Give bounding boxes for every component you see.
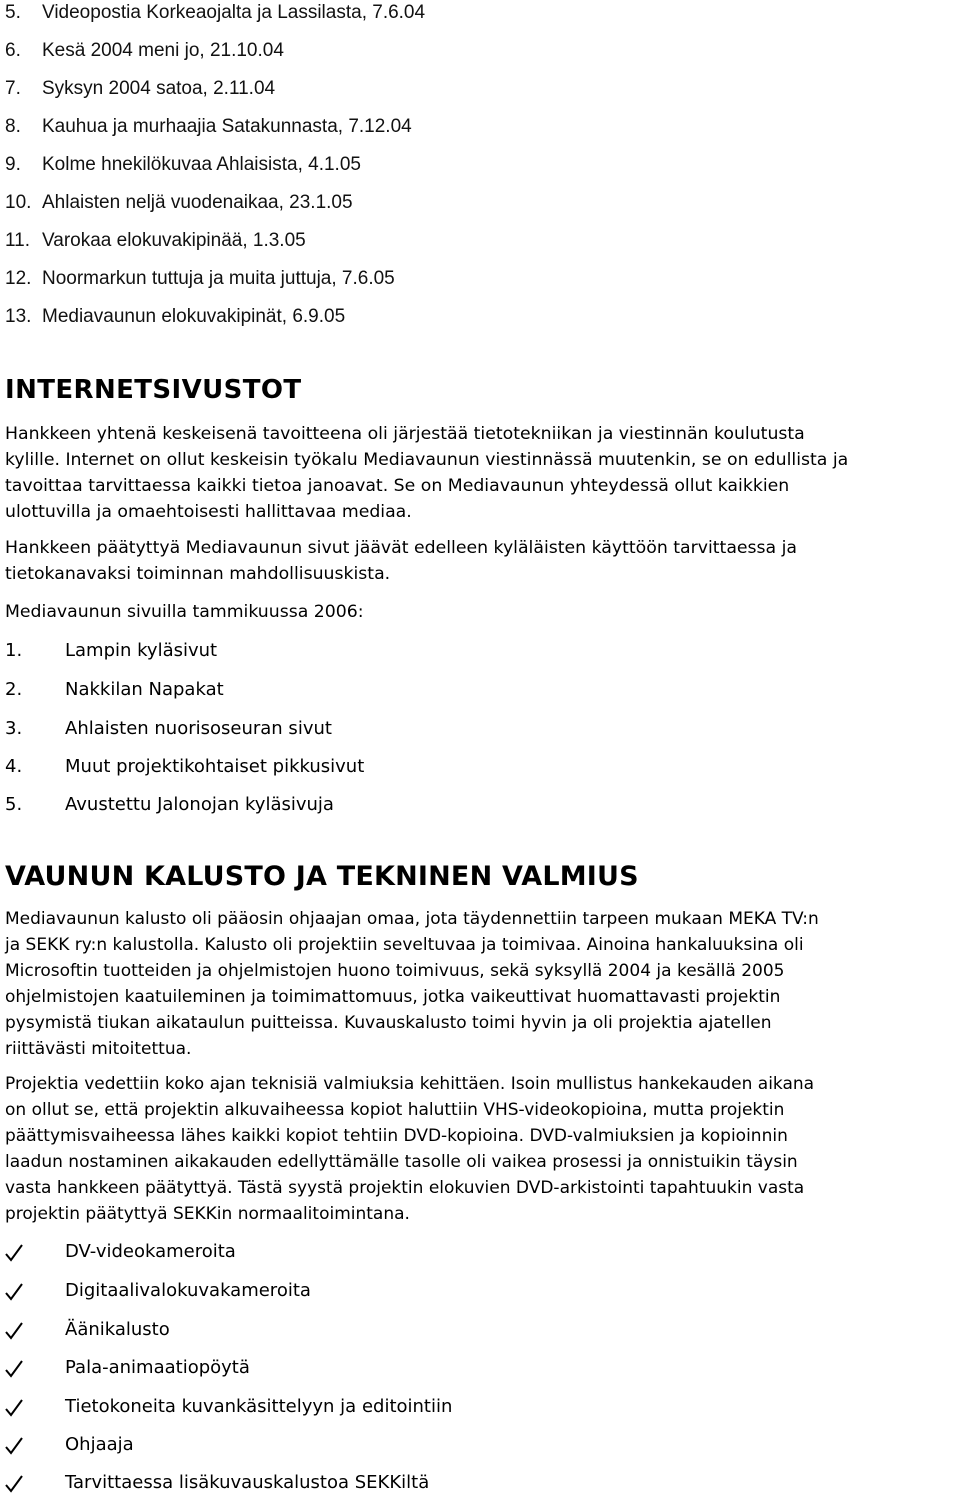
list-text: Ahlaisten nuorisoseuran sivut — [65, 718, 332, 739]
list-number: 7. — [5, 78, 21, 99]
section-heading-vaunu: VAUNUN KALUSTO JA TEKNINEN VALMIUS — [5, 861, 639, 892]
list-text: Pala-animaatiopöytä — [65, 1357, 250, 1378]
list-text: Mediavaunun elokuvakipinät, 6.9.05 — [42, 306, 346, 327]
list-text: Ahlaisten neljä vuodenaikaa, 23.1.05 — [42, 192, 353, 213]
checkmark-icon — [4, 1399, 24, 1417]
checkmark-icon — [4, 1437, 24, 1455]
list-number: 2. — [5, 679, 23, 700]
list-text: Nakkilan Napakat — [65, 679, 224, 700]
list-text: Videopostia Korkeaojalta ja Lassilasta, 7.6.04 — [42, 2, 426, 23]
list-text: Kolme hnekilökuvaa Ahlaisista, 4.1.05 — [42, 154, 361, 175]
list-text: DV-videokameroita — [65, 1241, 236, 1262]
list-text: Kesä 2004 meni jo, 21.10.04 — [42, 40, 284, 61]
vaunu-paragraph-1: Mediavaunun kalusto oli pääosin ohjaajan omaa, jota täydennettiin tarpeen mukaan MEKA TV:n ja SEKK ry:n kalustolla. Kalusto oli projektiin seveltuvaa ja toimivaa. Ainoina hankaluuksina oli Microsoftin tuotteiden ja ohjelmistojen huono toimivuus, sekä syksyllä 2004 ja kesällä 2005 ohjelmistojen kaatuileminen ja toimimattomuus, jotka vaikeuttivat huomattavasti projektin pysymistä tiukan aikataulun puitteissa. Kuvauskalusto toimi hyvin ja oli projektia ajatellen riittävästi mitoitettua. — [5, 909, 819, 1059]
list-number: 11. — [5, 230, 31, 251]
list-text: Lampin kyläsivut — [65, 640, 218, 661]
list-number: 9. — [5, 154, 21, 175]
list-text: Syksyn 2004 satoa, 2.11.04 — [42, 78, 276, 99]
list-number: 6. — [5, 40, 21, 61]
checkmark-icon — [4, 1322, 24, 1340]
internet-paragraph-2: Hankkeen päätyttyä Mediavaunun sivut jäävät edelleen kyläläisten käyttöön tarvittaessa ja tietokanavaksi toiminnan mahdollisuuskista. — [5, 538, 798, 584]
list-text: Äänikalusto — [65, 1319, 170, 1340]
checkmark-icon — [4, 1475, 24, 1493]
section-heading-internet: INTERNETSIVUSTOT — [5, 375, 302, 405]
list-text: Kauhua ja murhaajia Satakunnasta, 7.12.04 — [42, 116, 412, 137]
list-text: Noormarkun tuttuja ja muita juttuja, 7.6.05 — [42, 268, 395, 289]
list-text: Ohjaaja — [65, 1434, 134, 1455]
internet-paragraph-3: Mediavaunun sivuilla tammikuussa 2006: — [5, 602, 364, 622]
list-number: 8. — [5, 116, 21, 137]
list-number: 4. — [5, 756, 23, 777]
list-text: Muut projektikohtaiset pikkusivut — [65, 756, 365, 777]
checkmark-icon — [4, 1283, 24, 1301]
list-text: Digitaalivalokuvakameroita — [65, 1280, 311, 1301]
list-number: 3. — [5, 718, 23, 739]
list-number: 5. — [5, 794, 23, 815]
vaunu-paragraph-2: Projektia vedettiin koko ajan teknisiä valmiuksia kehittäen. Isoin mullistus hankekauden aikana on ollut se, että projektin alkuvaiheessa kopiot haluttiin VHS-videokopioina, mutta projektin päättymisvaiheessa lähes kaikki kopiot tehtiin DVD-kopioina. DVD-valmiuksien ja kopioinnin laadun nostaminen aikakauden edellyttämälle tasolle oli vaikea prosessi ja onnistuikin täysin vasta hankkeen päätyttyä. Tästä syystä projektin elokuvien DVD-arkistointi tapahtuukin vasta projektin päätyttyä SEKKin normaalitoimintana. — [5, 1074, 815, 1224]
internet-paragraph-1: Hankkeen yhtenä keskeisenä tavoitteena oli järjestää tietotekniikan ja viestinnän koulutusta kylille. Internet on ollut keskeisin työkalu Mediavaunun viestinnässä muutenkin, se on edullista ja tavoittaa tarvittaessa kaikki tietoa janoavat. Se on Mediavaunun yhteydessä ollut kaikkien ulottuvilla ja omaehtoisesti hallittavaa mediaa. — [5, 424, 849, 522]
list-text: Avustettu Jalonojan kyläsivuja — [65, 794, 334, 815]
checkmark-icon — [4, 1244, 24, 1262]
checkmark-icon — [4, 1360, 24, 1378]
list-text: Tietokoneita kuvankäsittelyyn ja editointiin — [65, 1396, 453, 1417]
list-number: 10. — [5, 192, 32, 213]
list-number: 1. — [5, 640, 23, 661]
list-number: 13. — [5, 306, 32, 327]
list-text: Varokaa elokuvakipinää, 1.3.05 — [42, 230, 306, 251]
list-number: 12. — [5, 268, 32, 289]
list-number: 5. — [5, 2, 21, 23]
list-text: Tarvittaessa lisäkuvauskalustoa SEKKiltä — [65, 1472, 430, 1493]
